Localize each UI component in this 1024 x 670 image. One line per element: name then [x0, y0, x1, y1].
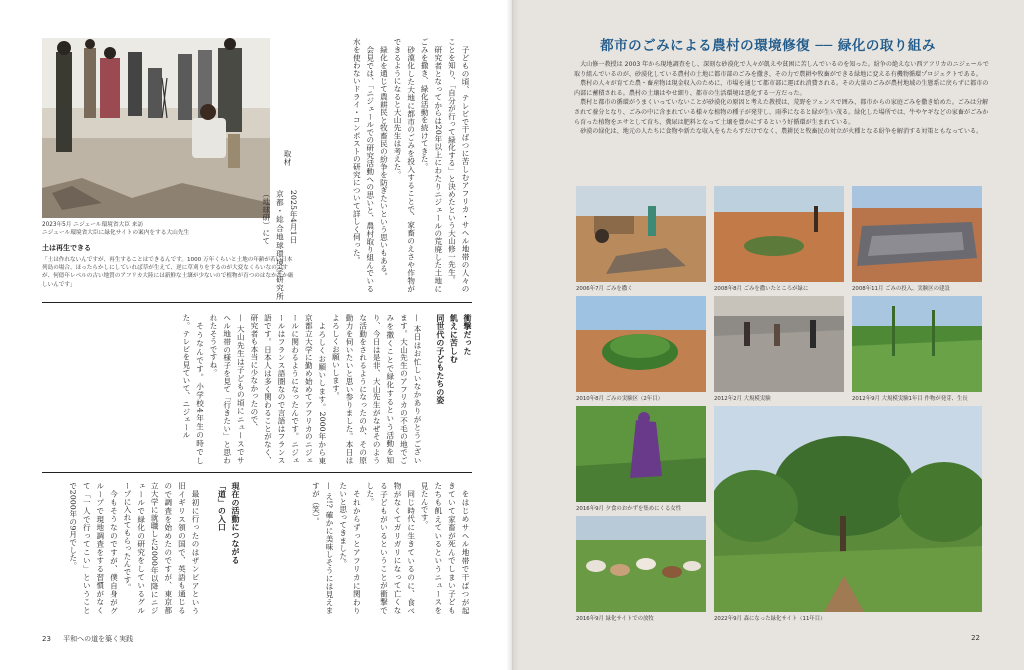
photo-caption-2008-11: 2008年11月 ごみの投入、実験区の建設: [852, 286, 950, 292]
running-title: 平和への道を築く実践: [63, 635, 134, 643]
section1-heading: 衝撃だった 飢えに苦しむ 同世代の子どもたちの姿: [435, 314, 472, 405]
photo-2010-08: [576, 296, 706, 392]
divider: [42, 302, 472, 303]
photo-2006-07: [576, 186, 706, 282]
article-body: 大山修一教授は 2003 年から現地調査をし、深刻な砂漠化で人々が飢えや貧困に苦しんでいるのを知った。紛争の絶えない西アフリカのニジェールで取り組んでいるのが、砂漠化している農村の土地に都市部のごみを撒き、その力で農耕や牧畜ができる緑地に変える有機物循環プロジェクトである。 農村の人々が育てた農・畜産物は現金収入のために、市場を通じて都市部に運ばれ消費される。その大量のごみが農村地域の生態系に戻らずに都市の内部に蓄積される。農村の土壌はやせ細り、都市の生活環境は悪化する一方だった。 農村と都市の循環がうまくいっていないことが砂漠化の原因と考えた教授は、荒野をフェンスで囲み、都市からの家庭ごみを撒き始めた。ごみは分解されて養分となり、ごみの中に含まれている様々な植物の種子が発芽し、雨季になると緑が生い茂る。緑化した場所では、牛やヤギなどの家畜がごみから育った植物をエサとして育ち、糞尿は肥料となって土壌を豊かにするという好循環が生まれている。 砂漠の緑化は、地元の人たちに食物や新たな収入をもたらすだけでなく、農耕民と牧畜民の対立が火種となる紛争を解消する対策ともなっている。: [574, 61, 989, 136]
photo-caption-2010-08: 2010年8月 ごみの実験区（2年目）: [576, 396, 663, 402]
article-title: 都市のごみによる農村の環境修復 ── 緑化の取り組み: [600, 38, 936, 54]
photo-2022-09-forest: [714, 406, 982, 612]
section1-text: — 本日はお忙しいなかありがとうございます。大山先生のアフリカの不毛の地でごみを撒くことで緑化するという活動を知り、今日は是非、大山先生がなぜそのような活動をされるようになったのか、その原動力を伺いたいと思い参りました。本日はよろしくお願いします。 よろしくお願いします。2000年から東京都立大学に勤め始めてアフリカのニジェールに関わるようになったんです。ニジェールはフランス語圏なので言語はフランス語です。日本人は多く関わることがなく、研究者も本当に少なかったので、 — 大山先生は子どもの頃にニュースでサヘル地帯の様子を見て「行きたい」と思われたそうですね。 そうなんです。小学校4年生の時でした。テレビを見ていて、ニジェール: [181, 314, 422, 464]
photo-caption-2016-09-grazing: 2016年9月 緑化サイトでの放牧: [576, 616, 654, 622]
right-page: [512, 0, 1024, 670]
photo-caption-2: ニジェール環境省大臣に緑化サイトの案内をする大山先生: [42, 230, 190, 236]
photo-caption-1: 2023年5月 ニジェール環境省大臣 来訪: [42, 222, 144, 228]
left-footer: [42, 634, 133, 644]
soil-box-text: 「土は作れないんですが、再生することはできるんです。1000 万年くらいと土地の年齢が若い日本列島の場合、ほったらかしにしていれば草が生えて、逆に草刈りをするのが大変なくらいなのですが、何億年レベルの古い地質のアフリカ大陸には新鮮な土壌が少ないので植物が育つのはなかなか厳しいんです」: [42, 257, 294, 288]
section2-text-2: 最初に行ったのはザンビアという旧イギリス領の国で、英語も通じるので調査を始めたのですが、東京都立大学に就職した2000年以降にニジェールで緑化の研究をしているグループに入れてもらったんです。 今もそうなのですが、僕自身がグループで現地調査をする習慣がなくて「一人で行ってこい」ということで2000年の9月でした。: [68, 482, 200, 614]
photo-caption-2016-09-woman: 2016年9月 夕食のおかずを集めにくる女性: [576, 506, 682, 512]
photo-2008-11: [852, 186, 982, 282]
photo-caption-2012-09: 2012年9月 大規模実験1年目 作物が発芽、生長: [852, 396, 968, 402]
photo-2012-09: [852, 296, 982, 392]
photo-2008-08: [714, 186, 844, 282]
divider-2: [42, 472, 472, 473]
section2-heading: 現在の活動につながる 「道」の入口: [217, 482, 240, 564]
photo-caption-2006-07: 2006年7月 ごみを撒く: [576, 286, 633, 292]
page-number-left: 23: [42, 635, 51, 643]
photo-2016-09-woman: [576, 406, 706, 502]
page-number-right: 22: [971, 634, 980, 642]
book-gutter: [506, 0, 520, 670]
photo-caption-2008-08: 2008年8月 ごみを撒いたところが緑に: [714, 286, 809, 292]
ministry-visit-photo: [42, 38, 270, 218]
intro-text: 子どもの頃、テレビで干ばつに苦しむアフリカ・サヘル地帯の人々のことを知り、「自分が行って緑化する」と決めたという大山修一先生。 研究者となってからは20年以上にわたりニジェールの荒廃した土地にごみを撒き、緑化活動を続けてきた。 砂漠化した大地に都市のごみを投入することで、家畜のえさや作物ができるようになると大山先生は考えた。 緑化を通じて農耕民と牧畜民の紛争を防ぎたいという思いもある。 会見では、「ニジェールでの研究活動への思いと、農村取り組んでいる水を使わないドライ・コンポストの研究について詳しく伺った。: [352, 38, 470, 292]
photo-2012-02: [714, 296, 844, 392]
interview-credit: 2025年4月1日 京都・総合地球環境学研究所（地球研）にて: [261, 190, 298, 300]
photo-caption-2012-02: 2012年2月 大規模実験: [714, 396, 771, 402]
interview-credit-label: 取材: [283, 150, 292, 166]
photo-caption-2022-09: 2022年9月 森になった緑化サイト（11年目）: [714, 616, 826, 622]
soil-box-title: 土は再生できる: [42, 244, 91, 252]
section2-text: をはじめサヘル地帯で干ばつが起きていて家畜が死んでしまい子どもたちも飢えているというニュースを見たんです。 同じ時代に生きているのに、食べ物がなくてガリガリになって亡くなる子どもがいるということが衝撃でした。 それからずっとアフリカに関わりたいと思ってきました。 — え!? 確かに美味しそうには見えますが（笑）。: [311, 482, 470, 614]
photo-2016-09-grazing: [576, 516, 706, 612]
